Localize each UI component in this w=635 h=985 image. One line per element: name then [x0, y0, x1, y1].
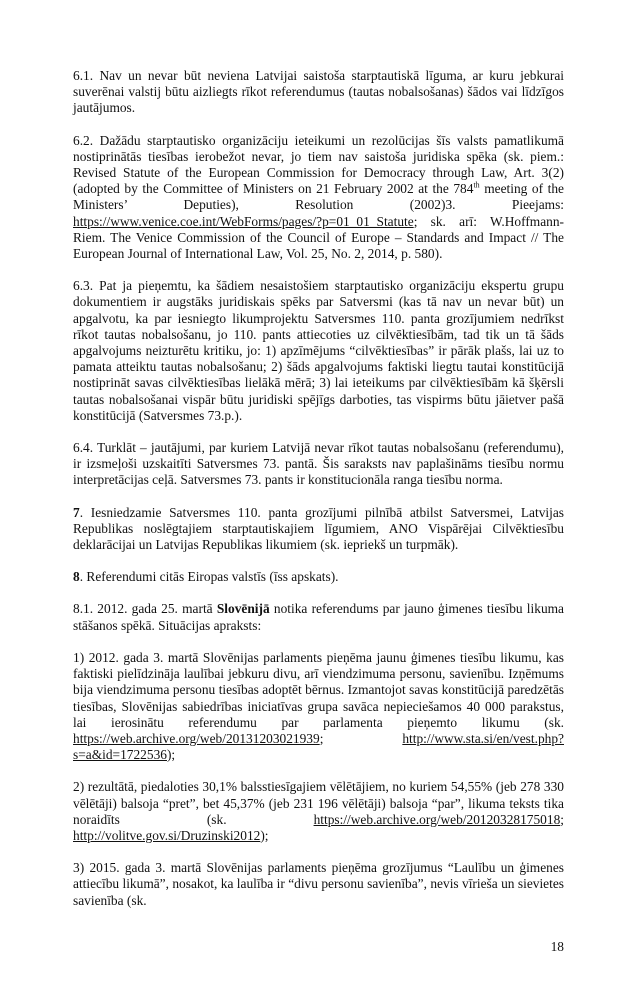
paragraph-6-1: 6.1. Nav un nevar būt neviena Latvijai saistoša starptautiskā līguma, ar kuru jebkurai suverēnai valstij būtu aizliegts rīkot referendumus (tautas nobalsošanas) šādos vai līdzīgos jautājumos.: [73, 68, 564, 116]
text: ; sk. arī: W.Hoffmann-Riem. The Venice Commission of the Council of Europe – Standards and Impact // The European Journal of International Law, Vol. 25, No. 2, 2014, p. 580).: [73, 213, 564, 262]
sta-link[interactable]: http://www.sta.si/en/vest.php?s=a&id=1722536: [73, 730, 564, 763]
text: ;: [319, 730, 403, 746]
archive-link[interactable]: https://web.archive.org/web/20120328175018: [313, 811, 561, 827]
venice-statute-link[interactable]: https://www.venice.coe.int/WebForms/pages/?p=01_01_Statute: [73, 213, 414, 229]
paragraph-6-2: [73, 133, 564, 263]
list-item-2: [73, 779, 564, 844]
text: meeting of the Ministers’ Deputies), Resolution (2002)3. Pieejams:: [73, 181, 564, 213]
section-number: 7: [73, 504, 80, 520]
text: 2) rezultātā, piedaloties 30,1% balsstiesīgajiem vēlētājiem, no kuriem 54,55% (jeb 278 330 vēlētāji) balsoja “pret”, bet 45,37% (jeb 231 196 vēlētāji) balsoja “par”, likuma teksts tika noraidīts (sk.: [73, 779, 564, 827]
page-number: 18: [550, 938, 564, 954]
text: 1) 2012. gada 3. martā Slovēnijas parlaments pieņēma jaunu ģimenes tiesību likumu, kas faktiski pielīdzināja laulībai jebkuru divu, arī viendzimuma personu, savienību. Izņēmums bija viendzimuma personu tiesības adoptēt bērnus. Izmantojot savas konstitūcijā paredzētās tiesības, Slovēnijas sabiedrības iniciatīvas grupa savāca nepieciešamos 40 000 parakstus, lai ierosinātu referendumu par parlamenta pieņemto likumu (sk.: [73, 649, 564, 730]
paragraph-8-1: [73, 601, 564, 633]
archive-link[interactable]: https://web.archive.org/web/20131203021939: [73, 730, 320, 746]
section-number: 8: [73, 569, 80, 585]
text: ;: [560, 811, 564, 827]
country-name: Slovēnijā: [216, 601, 270, 617]
text: );: [166, 747, 176, 763]
list-item-3: 3) 2015. gada 3. martā Slovēnijas parlaments pieņēma grozījumus “Laulību un ģimenes attiecību likumā”, nosakot, ka laulība ir “divu personu savienība”, nevis vīrieša un sievietes savienība (sk.: [73, 860, 564, 908]
paragraph-6-3: 6.3. Pat ja pieņemtu, ka šādiem nesaistošiem starptautisko organizāciju ekspertu grupu dokumentiem ir augstāks juridiskais spēks par Satversmi (kas tā nav un nevar būt) un apgalvotu, ka par iesniegto likumprojektu Satversmes 110. panta grozījumiem nedrīkst rīkot tautas nobalsošanu, jo 110. pants attiecoties uz cilvēktiesībām, tad tik un tā šāds apgalvojums neizturētu kritiku, jo: 1) apzīmējums “cilvēktiesības” ir pārāk plašs, lai uz to pamata atteiktu tautas nobalsošanu; 2) šāds apgalvojums faktiski liegtu tautai konstitūcijā nostiprināt savas cilvēktiesības lielākā mērā; 3) lai ieteikums par cilvēktiesībām kā šķērsli tautas nobalsošanai vispār būtu juridiski spējīgs darboties, tas vispirms būtu jāietver pašā konstitūcijā (Satversmes 73.p.).: [73, 278, 564, 423]
paragraph-6-4: 6.4. Turklāt – jautājumi, par kuriem Latvijā nevar rīkot tautas nobalsošanu (referendumu), ir izsmeļoši uzskaitīti Satversmes 73. pantā. Šis saraksts nav paplašināms tiesību normu interpretācijas ceļā. Satversmes 73. pants ir konstitucionāla ranga tiesību norma.: [73, 440, 564, 488]
volitve-link[interactable]: http://volitve.gov.si/Druzinski2012: [73, 827, 261, 843]
list-item-1: [73, 650, 564, 763]
text: . Referendumi citās Eiropas valstīs (īss apskats).: [79, 569, 339, 585]
superscript: th: [473, 180, 480, 190]
text: );: [260, 827, 269, 843]
paragraph-8-heading: [73, 569, 564, 585]
text: . Iesniedzamie Satversmes 110. panta grozījumi pilnībā atbilst Satversmei, Latvijas Republikas noslēgtajiem starptautiskajiem līgumiem, ANO Vispārējai Cilvēktiesību deklarācijai un Latvijas Republikas likumiem (sk. iepriekš un turpmāk).: [73, 504, 564, 553]
text: 8.1. 2012. gada 25. martā: [73, 601, 217, 617]
text: 6.2. Dažādu starptautisko organizāciju ieteikumi un rezolūcijas šīs valsts pamatlikumā nostiprinātās tiesības ierobežot nevar, jo tiem nav saistoša juridiska spēka (sk. piem.: Revised Statute of the European Commission for Democracy through Law, Art. 3(2) (adopted by the Committee of Ministers on 21 February 2002 at the 784: [73, 132, 564, 197]
paragraph-7: [73, 505, 564, 554]
text: notika referendums par jauno ģimenes tiesību likuma stāšanos spēkā. Situācijas apraksts:: [73, 601, 564, 633]
